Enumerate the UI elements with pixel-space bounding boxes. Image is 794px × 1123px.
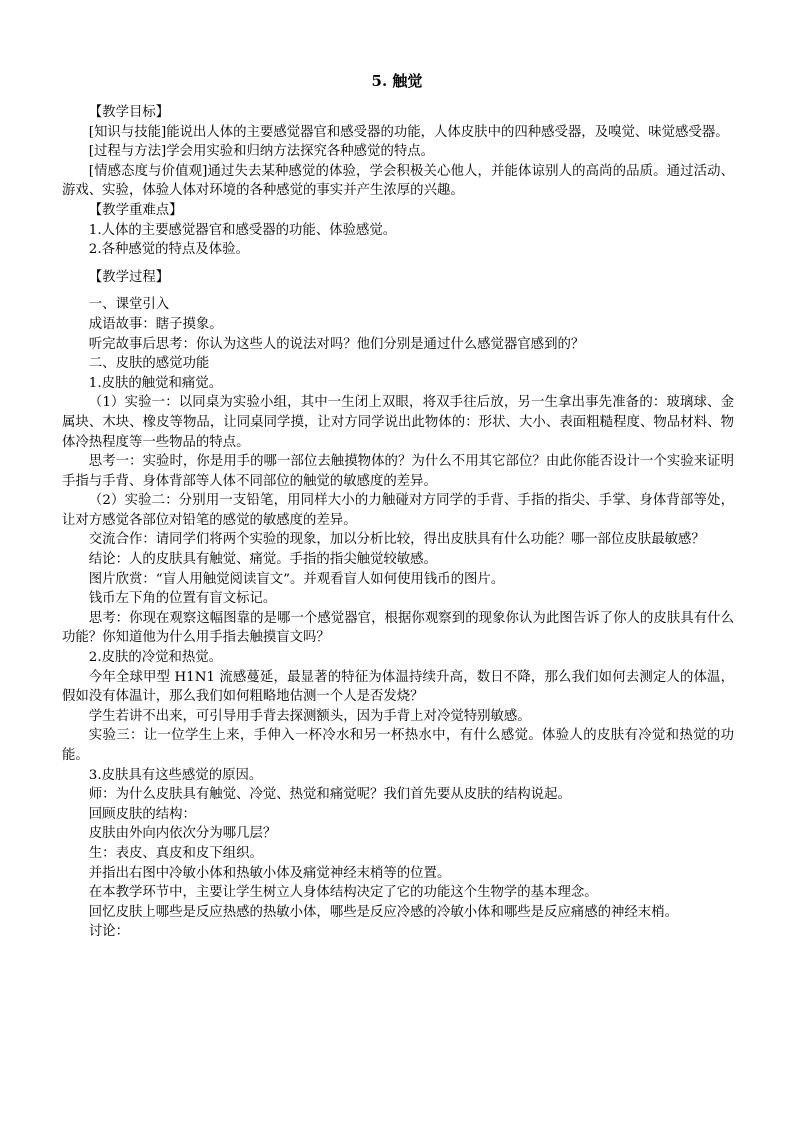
paragraph: [情感态度与价值观]通过失去某种感觉的体验，学会积极关心他人，并能体谅别人的高尚的品质。通过活动、游戏、实验，体验人体对环境的各种感觉的事实并产生浓厚的兴趣。 [62,163,734,199]
paragraph: （2）实验二：分别用一支铅笔，用同样大小的力触碰对方同学的手背、手指的指尖、手掌、身体背部等处，让对方感觉各部位对铅笔的感觉的敏感度的差异。 [62,493,734,528]
paragraph: 2.皮肤的冷觉和热觉。 [88,650,223,666]
paragraph: 一、课堂引入 [88,297,170,313]
paragraph: 并指出右图中冷敏小体和热敏小体及痛觉神经末梢等的位置。 [88,865,451,881]
paragraph: 师：为什么皮肤具有触觉、冷觉、热觉和痛觉呢？我们首先要从皮肤的结构说起。 [88,787,571,803]
paragraph: （1）实验一：以同桌为实验小组，其中一生闭上双眼，将双手往后放，另一生拿出事先准备的：玻璃球、金属块、木块、橡皮等物品，让同桌同学摸，让对方同学说出此物体的：形状、大小、表面粗糙程度、物品材料、物体冷热程度等一些物品的特点。 [62,395,734,450]
paragraph: 1.人体的主要感觉器官和感受器的功能、体验感觉。 [88,222,397,238]
paragraph: 听完故事后思考：你认为这些人的说法对吗？他们分别是通过什么感觉器官感到的？ [88,336,585,352]
paragraph: 皮肤由外向内依次分为哪几层？ [88,826,277,842]
paragraph: 回忆皮肤上哪些是反应热感的热敏小体，哪些是反应冷感的冷敏小体和哪些是反应痛感的神经末梢。 [88,904,678,920]
paragraph: 生：表皮、真皮和皮下组织。 [88,845,263,861]
paragraph: 实验三：让一位学生上来，手伸入一杯冷水和另一杯热水中，有什么感觉。体验人的皮肤有冷觉和热觉的功能。 [62,728,734,763]
paragraph: 成语故事：瞎子摸象。 [88,316,223,332]
paragraph: 今年全球甲型 H1N1 流感蔓延，最显著的特征为体温持续升高，数日不降，那么我们如何去测定人的体温，假如没有体温计，那么我们如何粗略地估测一个人是否发烧？ [62,669,734,705]
paragraph: [过程与方法]学会用实验和归纳方法探究各种感觉的特点。 [88,144,435,160]
paragraph: 回顾皮肤的结构： [88,806,196,822]
paragraph: [知识与技能]能说出人体的主要感觉器官和感受器的功能，人体皮肤中的四种感受器，及嗅觉、味觉感受器。 [88,124,729,140]
paragraph: 思考：你现在观察这幅图靠的是哪一个感觉器官，根据你观察到的现象你认为此图告诉了你人的皮肤具有什么功能？你知道他为什么用手指去触摸盲文吗？ [62,610,734,646]
paragraph: 讨论： [88,924,129,940]
paragraph: 钱币左下角的位置有盲文标记。 [88,591,277,607]
paragraph: 二、皮肤的感觉功能 [88,356,210,372]
paragraph: 思考一：实验时，你是用手的哪一部位去触摸物体的？为什么不用其它部位？由此你能否设计一个实验来证明手指与手背、身体背部等人体不同部位的触觉的敏感度的差异。 [62,454,734,489]
section-heading-key-points: 【教学重难点】 [88,202,183,218]
paragraph: 2.各种感觉的特点及体验。 [88,242,249,258]
paragraph: 图片欣赏：“盲人用触觉阅读盲文”。并观看盲人如何使用钱币的图片。 [88,571,505,587]
paragraph: 在本教学环节中，主要让学生树立人身体结构决定了它的功能这个生物学的基本理念。 [88,885,598,901]
document-title: 5. 触觉 [371,72,423,90]
section-heading-process: 【教学过程】 [88,269,170,285]
paragraph: 学生若讲不出来，可引导用手背去探测额头，因为手背上对冷觉特别敏感。 [88,708,531,724]
paragraph: 结论：人的皮肤具有触觉、痛觉。手指的指尖触觉较敏感。 [88,552,437,568]
document-body [62,103,734,942]
paragraph: 交流合作：请同学们将两个实验的现象，加以分析比较，得出皮肤具有什么功能？哪一部位皮肤最敏感？ [88,532,705,548]
paragraph: 3.皮肤具有这些感觉的原因。 [88,767,263,783]
paragraph: 1.皮肤的触觉和痛觉。 [88,375,223,391]
section-heading-objectives: 【教学目标】 [88,105,170,120]
